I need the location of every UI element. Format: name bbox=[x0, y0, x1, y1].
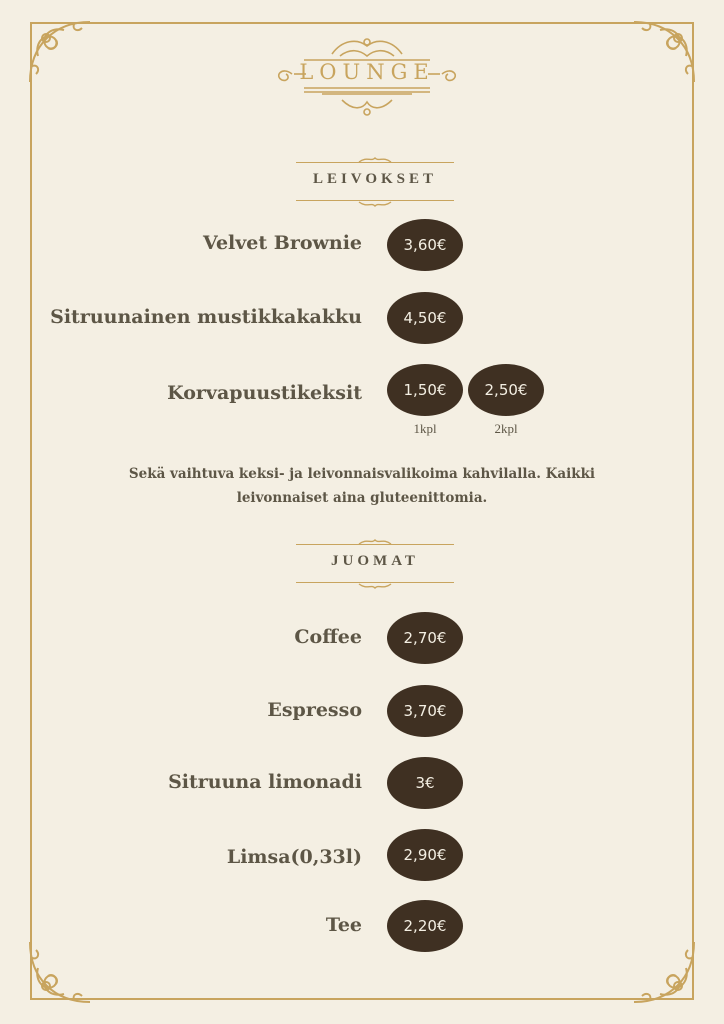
menu-item-name: Limsa(0,33l) bbox=[226, 846, 362, 868]
menu-item-name: Velvet Brownie bbox=[202, 232, 362, 254]
corner-ornament-icon bbox=[628, 936, 700, 1008]
flourish-icon bbox=[355, 582, 395, 590]
price-badge: 4,50€ bbox=[387, 292, 463, 344]
section-note: Sekä vaihtuva keksi- ja leivonnaisvalikoima kahvilalla. Kaikki leivonnaiset aina gluteenittomia. bbox=[128, 466, 596, 506]
section-header-juomat bbox=[292, 538, 458, 590]
section-header-leivokset bbox=[292, 156, 458, 208]
section-title: JUOMAT bbox=[331, 553, 419, 569]
corner-ornament-icon bbox=[628, 16, 700, 88]
menu-item-name: Espresso bbox=[267, 699, 362, 721]
menu-item-name: Sitruunainen mustikkakakku bbox=[50, 306, 362, 328]
price-badge: 2,20€ bbox=[387, 900, 463, 952]
price-badge: 2,50€ bbox=[468, 364, 544, 416]
price-badge: 2,90€ bbox=[387, 829, 463, 881]
flourish-icon bbox=[355, 200, 395, 208]
brand-name: LOUNGE bbox=[299, 60, 435, 84]
price-badge: 2,70€ bbox=[387, 612, 463, 664]
menu-item-name: Sitruuna limonadi bbox=[168, 771, 362, 793]
menu-item-name: Coffee bbox=[294, 626, 362, 648]
quantity-label: 1kpl bbox=[413, 421, 437, 436]
price-badge: 3€ bbox=[387, 757, 463, 809]
section-title: LEIVOKSET bbox=[312, 171, 438, 187]
corner-ornament-icon bbox=[24, 936, 96, 1008]
quantity-label: 2kpl bbox=[494, 421, 518, 436]
flourish-icon bbox=[355, 156, 395, 164]
menu-item-name: Tee bbox=[325, 914, 362, 936]
price-badge: 1,50€ bbox=[387, 364, 463, 416]
flourish-icon bbox=[355, 538, 395, 546]
price-badge: 3,70€ bbox=[387, 685, 463, 737]
brand-logo bbox=[262, 30, 472, 120]
menu-item-name: Korvapuustikeksit bbox=[167, 382, 362, 404]
price-badge: 3,60€ bbox=[387, 219, 463, 271]
corner-ornament-icon bbox=[24, 16, 96, 88]
